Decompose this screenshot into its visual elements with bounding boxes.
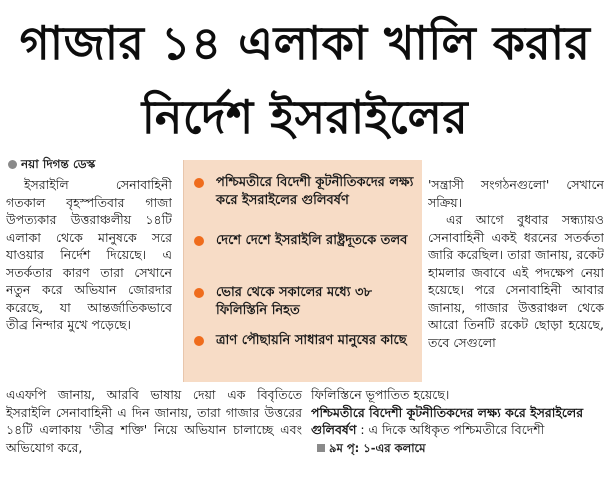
highlight-item-1: [194, 174, 414, 210]
continued-on: [317, 440, 426, 458]
subhead-continuation: : এ দিকে অধিকৃত পশ্চিমতীরে বিদেশী: [360, 422, 545, 437]
left-paragraph-1: ইসরাইলি সেনাবাহিনী গতকাল বৃহস্পতিবার গাজা উপত্যকার উত্তরাঞ্চলীয় ১৪টি এলাকা থেকে মানুষকে সরে যাওয়ার নির্দেশ দিয়েছে। এ সতর্কতার কারণ তারা সেখানে নতুন করে অভিযান জোরদার করেছে, যা আন্তর্জাতিকভাবে তীব্র নিন্দার মুখে পড়েছে।: [6, 177, 172, 332]
right-paragraph-2: এর আগে বুধবার সন্ধ্যায়ও সেনাবাহিনী একই ধরনের সতর্কতা জারি করেছিল। তারা জানায়, রকেট হামলার জবাবে এই পদক্ষেপ নেয়া হয়েছে। পরে সেনাবাহিনী আবার জানায়, গাজার উত্তরাঞ্চল থেকে আরো তিনটি রকেট ছোড়া হয়েছে, তবে সেগুলো: [428, 212, 604, 350]
orange-bullet-icon: [194, 236, 204, 246]
highlight-text-4: ত্রাণ পৌছায়নি সাধারণ মানুষের কাছে: [216, 333, 407, 348]
bottom-mid-line-1: ফিলিস্তিনে ভূপাতিত হয়েছে।: [311, 387, 450, 402]
highlight-item-4: [194, 332, 414, 350]
highlight-text-1: পশ্চিমতীরে বিদেশী কূটনীতিকদের লক্ষ্য করে ইসরাইলের গুলিবর্ষণ: [216, 175, 414, 208]
highlight-item-3: [194, 284, 414, 320]
highlight-box: [183, 160, 422, 382]
highlight-text-2: দেশে দেশে ইসরাইলি রাষ্ট্রদূতকে তলব: [216, 233, 408, 248]
bottom-mid-text: [311, 386, 605, 457]
byline-text: নয়া দিগন্ত ডেস্ক: [21, 157, 96, 171]
right-paragraph-1: 'সন্ত্রাসী সংগঠনগুলো' সেখানে সক্রিয়।: [428, 177, 604, 210]
byline: [8, 156, 95, 176]
highlight-item-2: [194, 232, 414, 250]
bottom-left-text: এএফপি জানায়, আরবি ভাষায় দেয়া এক বিবৃতিতে ইসরাইলি সেনাবাহিনী এ দিন জানায়, তারা গাজার উত্তরের ১৪টি এলাকায় 'তীব্র শক্তি' নিয়ে অভিযান চালাচ্ছে এবং অভিযোগ করে,: [6, 387, 302, 455]
orange-bullet-icon: [194, 288, 204, 298]
orange-bullet-icon: [194, 178, 204, 188]
headline-line-2: নির্দেশ ইসরাইলের: [141, 90, 469, 144]
left-column: [6, 176, 172, 388]
subhead: পশ্চিমতীরে বিদেশী কূটনীতিকদের লক্ষ্য করে ইসরাইলের গুলিবর্ষণ: [311, 404, 584, 437]
headline-line-1: গাজার ১৪ এলাকা খালি করার: [19, 16, 591, 70]
orange-bullet-icon: [194, 336, 204, 346]
right-column: [428, 176, 604, 388]
highlight-text-3: ভোর থেকে সকালের মধ্যে ৩৮ ফিলিস্তিনি নিহত: [216, 285, 372, 318]
square-marker-icon: [317, 444, 325, 452]
bullet-dot-icon: [8, 160, 17, 169]
continued-on-text: ৯ম পৃ: ১-এর কলামে: [329, 440, 426, 455]
